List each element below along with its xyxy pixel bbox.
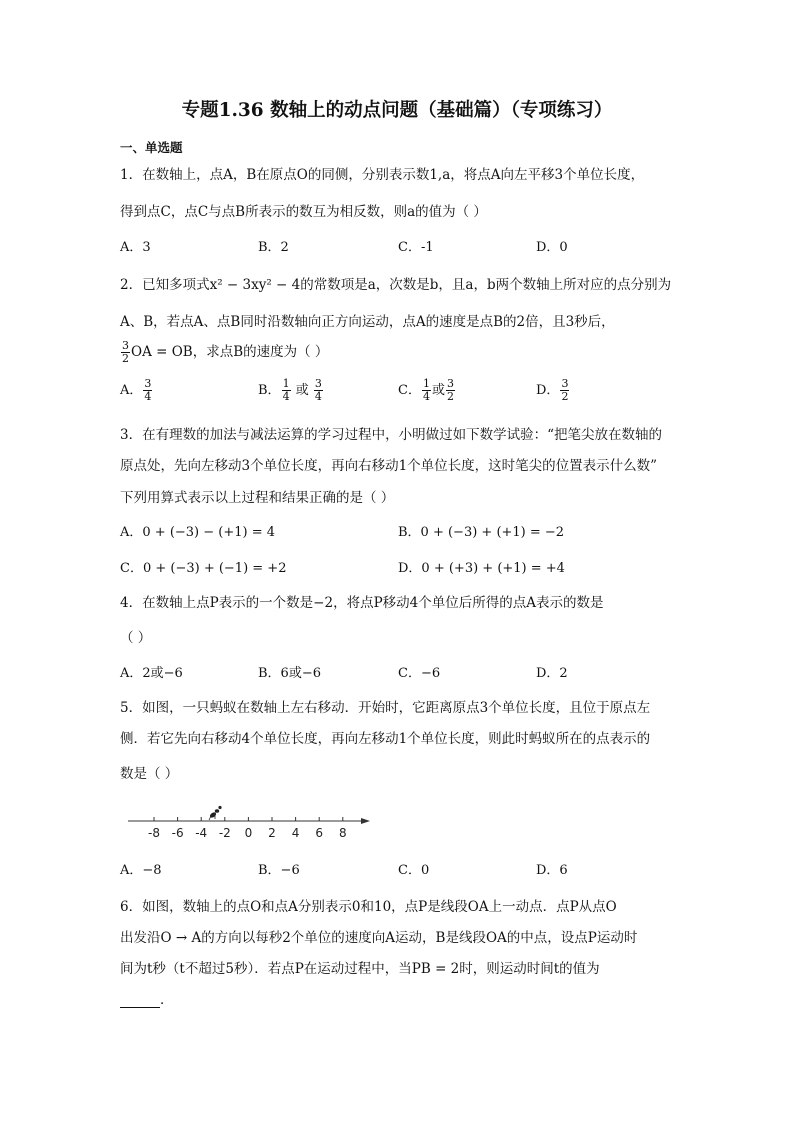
q2-option-d: D． $\frac{3}{2}$ [536, 377, 569, 403]
q1-option-d: D．0 [536, 240, 568, 255]
q6-line2: 出发沿O → A的方向以每秒2个单位的速度向A运动，B是线段OA的中点，设点P运动时 [120, 930, 638, 946]
section-heading: 一、单选题 [120, 140, 183, 155]
q3-line3: 下列用算式表示以上过程和结果正确的是（ ） [120, 490, 395, 506]
q2-option-c: C． $\frac{1}{4}$ 或 $\frac{3}{2}$ [398, 377, 454, 403]
q6-line4: ． [120, 988, 174, 1008]
q3-line1: 3．在有理数的加法与减法运算的学习过程中，小明做过如下数学试验：“把笔尖放在数轴的 [120, 427, 662, 443]
q5-option-a: A．−8 [120, 863, 162, 878]
q5-option-d: D．6 [536, 863, 568, 878]
q4-option-d: D．2 [536, 666, 568, 681]
q1-line1: 1．在数轴上，点A，B在原点O的同侧，分别表示数1,a，将点A向左平移3个单位长度， [120, 167, 645, 183]
q1-option-b: B．2 [258, 240, 289, 255]
q3-line2: 原点处，先向左移动3个单位长度，再向右移动1个单位长度，这时笔尖的位置表示什么数” [120, 458, 658, 474]
q5-option-b: B．−6 [258, 863, 300, 878]
q4-line2: （ ） [120, 630, 152, 646]
axis-tick-label: 0 [244, 826, 253, 840]
q1-line2: 得到点C，点C与点B所表示的数互为相反数，则a的值为（ ） [120, 204, 487, 220]
page-title: 专题1.36 数轴上的动点问题（基础篇）（专项练习） [181, 100, 613, 121]
axis-tick-label: 4 [291, 826, 300, 840]
q2-line1: 2．已知多项式x² − 3xy² − 4的常数项是a，次数是b，且a，b两个数轴上所对应的点分别为 [120, 277, 672, 293]
q1-option-c: C．-1 [398, 240, 434, 255]
q3-option-b: B．0 + (−3) + (+1) = −2 [398, 525, 565, 540]
number-line-arrow [361, 818, 370, 824]
q1-option-a: A．3 [120, 240, 151, 255]
q4-option-c: C．−6 [398, 666, 441, 681]
q4-line1: 4．在数轴上点P表示的一个数是−2，将点P移动4个单位后所得的点A表示的数是 [120, 595, 604, 611]
q2-option-a: A． $\frac{3}{4}$ [120, 377, 152, 403]
q4-option-a: A．2或−6 [120, 666, 183, 681]
q6-line3: 间为t秒（t不超过5秒）．若点P在运动过程中，当PB = 2时，则运动时间t的值为 [120, 961, 600, 977]
q2-fraction: $\frac{3}{2}$ [122, 339, 129, 365]
axis-tick-label: -2 [218, 826, 231, 840]
axis-tick-label: -8 [148, 826, 160, 840]
q3-option-a: A．0 + (−3) − (+1) = 4 [120, 525, 276, 540]
number-line-figure [120, 800, 380, 845]
axis-tick-label: 8 [338, 826, 347, 840]
q2-line3: $\frac{3}{2}$ OA = OB，求点B的速度为（ ） [122, 339, 329, 365]
q5-line1: 5．如图，一只蚂蚁在数轴上左右移动．开始时，它距离原点3个单位长度，且位于原点左 [120, 700, 651, 716]
q5-line3: 数是（ ） [120, 766, 179, 782]
q6-answer-blank [120, 995, 160, 1008]
q2-line2: A、B，若点A、点B同时沿数轴向正方向运动，点A的速度是点B的2倍，且3秒后， [120, 314, 615, 330]
q3-option-c: C．0 + (−3) + (−1) = +2 [120, 561, 287, 576]
axis-tick-label: -6 [171, 826, 184, 840]
axis-tick-label: 2 [268, 826, 276, 840]
q3-option-d: D．0 + (+3) + (+1) = +4 [398, 561, 565, 576]
q4-option-b: B．6或−6 [258, 666, 321, 681]
ant-icon [209, 806, 222, 820]
q5-option-c: C．0 [398, 863, 430, 878]
q6-line1: 6．如图，数轴上的点O和点A分别表示0和10，点P是线段OA上一动点．点P从点O [120, 899, 617, 915]
q2-option-b: B． $\frac{1}{4}$ 或 $\frac{3}{4}$ [258, 377, 322, 403]
axis-tick-label: -4 [195, 826, 208, 840]
q5-line2: 侧．若它先向右移动4个单位长度，再向左移动1个单位长度，则此时蚂蚁所在的点表示的 [120, 731, 651, 747]
axis-tick-label: 6 [315, 826, 324, 840]
